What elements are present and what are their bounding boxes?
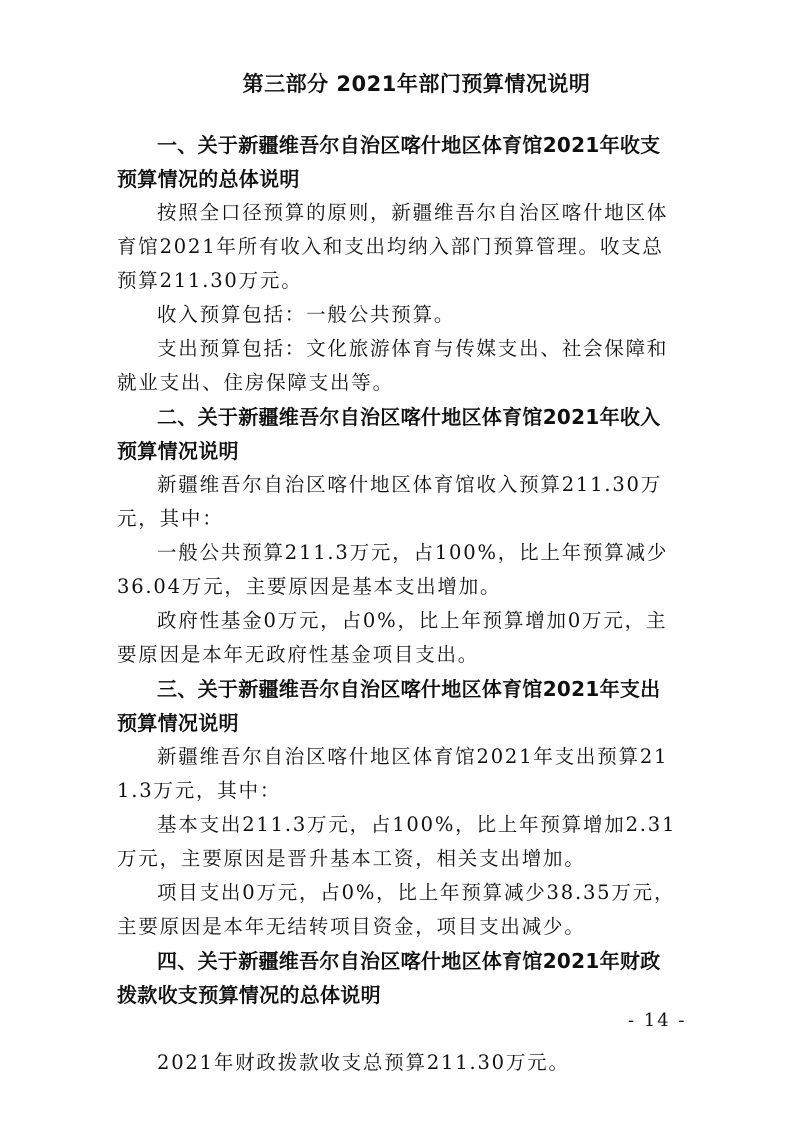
document-body — [117, 128, 679, 1080]
closing-paragraph: 2021年财政拨款收支总预算211.30万元。 — [157, 1051, 570, 1074]
paragraph: 项目支出0万元，占0%，比上年预算减少38.35万元，主要原因是本年无结转项目资金，项目支出减少。 — [117, 881, 676, 938]
paragraph: 政府性基金0万元，占0%，比上年预算增加0万元，主要原因是本年无政府性基金项目支出。 — [117, 609, 668, 666]
section-3 — [117, 672, 679, 944]
paragraph: 基本支出211.3万元，占100%，比上年预算增加2.31万元，主要原因是晋升基本工资，相关支出增加。 — [117, 813, 677, 870]
spacer — [117, 1012, 679, 1046]
section-heading: 一、关于新疆维吾尔自治区喀什地区体育馆2021年收支预算情况的总体说明 — [117, 133, 661, 191]
paragraph: 新疆维吾尔自治区喀什地区体育馆收入预算211.30万元，其中： — [117, 473, 663, 530]
section-2 — [117, 400, 679, 672]
section-heading: 三、关于新疆维吾尔自治区喀什地区体育馆2021年支出预算情况说明 — [117, 677, 661, 735]
section-heading: 二、关于新疆维吾尔自治区喀什地区体育馆2021年收入预算情况说明 — [117, 405, 661, 463]
section-4 — [117, 944, 679, 1012]
paragraph: 按照全口径预算的原则，新疆维吾尔自治区喀什地区体育馆2021年所有收入和支出均纳入部门预算管理。收支总预算211.30万元。 — [117, 201, 669, 292]
paragraph: 支出预算包括：文化旅游体育与传媒支出、社会保障和就业支出、住房保障支出等。 — [117, 337, 669, 394]
paragraph: 新疆维吾尔自治区喀什地区体育馆2021年支出预算211.3万元，其中： — [117, 745, 669, 802]
paragraph: 一般公共预算211.3万元，占100%，比上年预算减少36.04万元，主要原因是基本支出增加。 — [117, 541, 669, 598]
page-number: - 14 - — [628, 1010, 687, 1031]
paragraph: 收入预算包括：一般公共预算。 — [157, 303, 456, 326]
section-heading: 四、关于新疆维吾尔自治区喀什地区体育馆2021年财政拨款收支预算情况的总体说明 — [117, 949, 661, 1007]
section-1 — [117, 128, 679, 400]
page-title: 第三部分 2021年部门预算情况说明 — [242, 72, 591, 96]
